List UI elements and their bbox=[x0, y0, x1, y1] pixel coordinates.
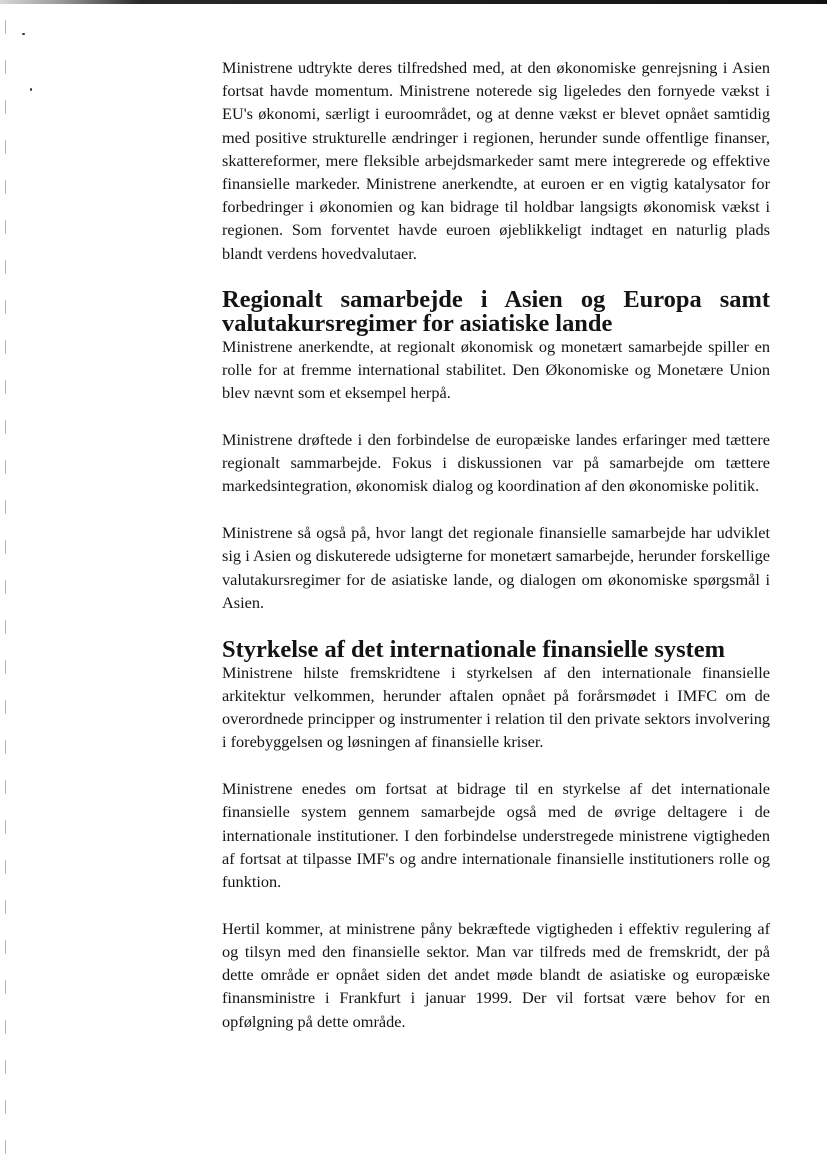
page-top-edge bbox=[0, 0, 827, 4]
section-financial-system-continued bbox=[222, 777, 770, 893]
paragraph: Ministrene enedes om fortsat at bidrage til en styrkelse af det internationale finansielle system gennem samarbejde også med de øvrige deltagere i de internationale institutioner. I den forbindelse understregede ministrene vigtigheden af fortsat at tilpasse IMF's og andre internationale finansielle institutioners rolle og funktion. bbox=[222, 779, 770, 892]
paragraph: Ministrene så også på, hvor langt det regionale finansielle samarbejde har udviklet sig i Asien og diskuterede udsigterne for monetært samarbejde, herunder forskellige valutakursregimer for de asiatiske lande, og dialogen om økonomiske spørgsmål i Asien. bbox=[222, 523, 770, 612]
section-financial-system bbox=[222, 635, 770, 754]
page-left-edge bbox=[5, 20, 6, 1160]
section-regional-cooperation-continued bbox=[222, 521, 770, 614]
document-body bbox=[222, 56, 770, 1056]
paragraph: Ministrene anerkendte, at regionalt økonomisk og monetært samarbejde spiller en rolle for at fremme international stabilitet. Den Økonomiske og Monetære Union blev nævnt som et eksempel herpå. bbox=[222, 336, 770, 403]
paragraph: Hertil kommer, at ministrene påny bekræftede vigtigheden i effektiv regulering af og tilsyn med den finansielle sektor. Man var tilfreds med de fremskridt, der på dette område er opnået siden det andet møde blandt de asiatiske og europæiske finansministre i Frankfurt i januar 1999. Der vil fortsat være behov for en opfølgning på dette område. bbox=[222, 918, 770, 1031]
section-heading: Styrkelse af det internationale finansielle system bbox=[222, 635, 725, 663]
paragraph: Ministrene udtrykte deres tilfredshed med, at den økonomiske genrejsning i Asien fortsat havde momentum. Ministrene noterede sig ligeledes den fornyede vækst i EU's økonomi, særligt i euroområdet, og at denne vækst er blevet opnået samtidig med positive strukturelle ændringer i regionen, herunder sunde offentlige finanser, skattereformer, mere fleksible arbejdsmarkeder samt mere integrerede og effektive finansielle markeder. Ministrene anerkendte, at euroen er en vigtig katalysator for forbedringer i økonomien og kan bidrage til holdbar langsigts økonomisk vækst i regionen. Som forventet havde euroen øjeblikkeligt indtaget en naturlig plads blandt verdens hovedvalutaer. bbox=[222, 58, 770, 263]
section-heading: Regionalt samarbejde i Asien og Europa samt valutakursregimer for asiatiske lande bbox=[222, 286, 770, 337]
section-economic-recovery bbox=[222, 56, 770, 265]
section-regional-cooperation bbox=[222, 288, 770, 404]
paragraph: Ministrene hilste fremskridtene i styrkelsen af den internationale finansielle arkitektur velkommen, herunder aftalen opnået på forårsmødet i IMFC om de overordnede principper og instrumenter i relation til den private sektors involvering i forebyggelsen og løsningen af finansielle kriser. bbox=[222, 662, 770, 752]
paragraph: Ministrene drøftede i den forbindelse de europæiske landes erfaringer med tættere regionalt sammarbejde. Fokus i diskussionen var på samarbejde om tættere markedsintegration, økonomisk dialog og koordination af den økonomiske politik. bbox=[222, 430, 770, 496]
scan-speck bbox=[30, 88, 32, 91]
section-regional-cooperation-continued bbox=[222, 428, 770, 498]
scan-speck bbox=[22, 33, 25, 35]
section-financial-system-continued bbox=[222, 917, 770, 1033]
